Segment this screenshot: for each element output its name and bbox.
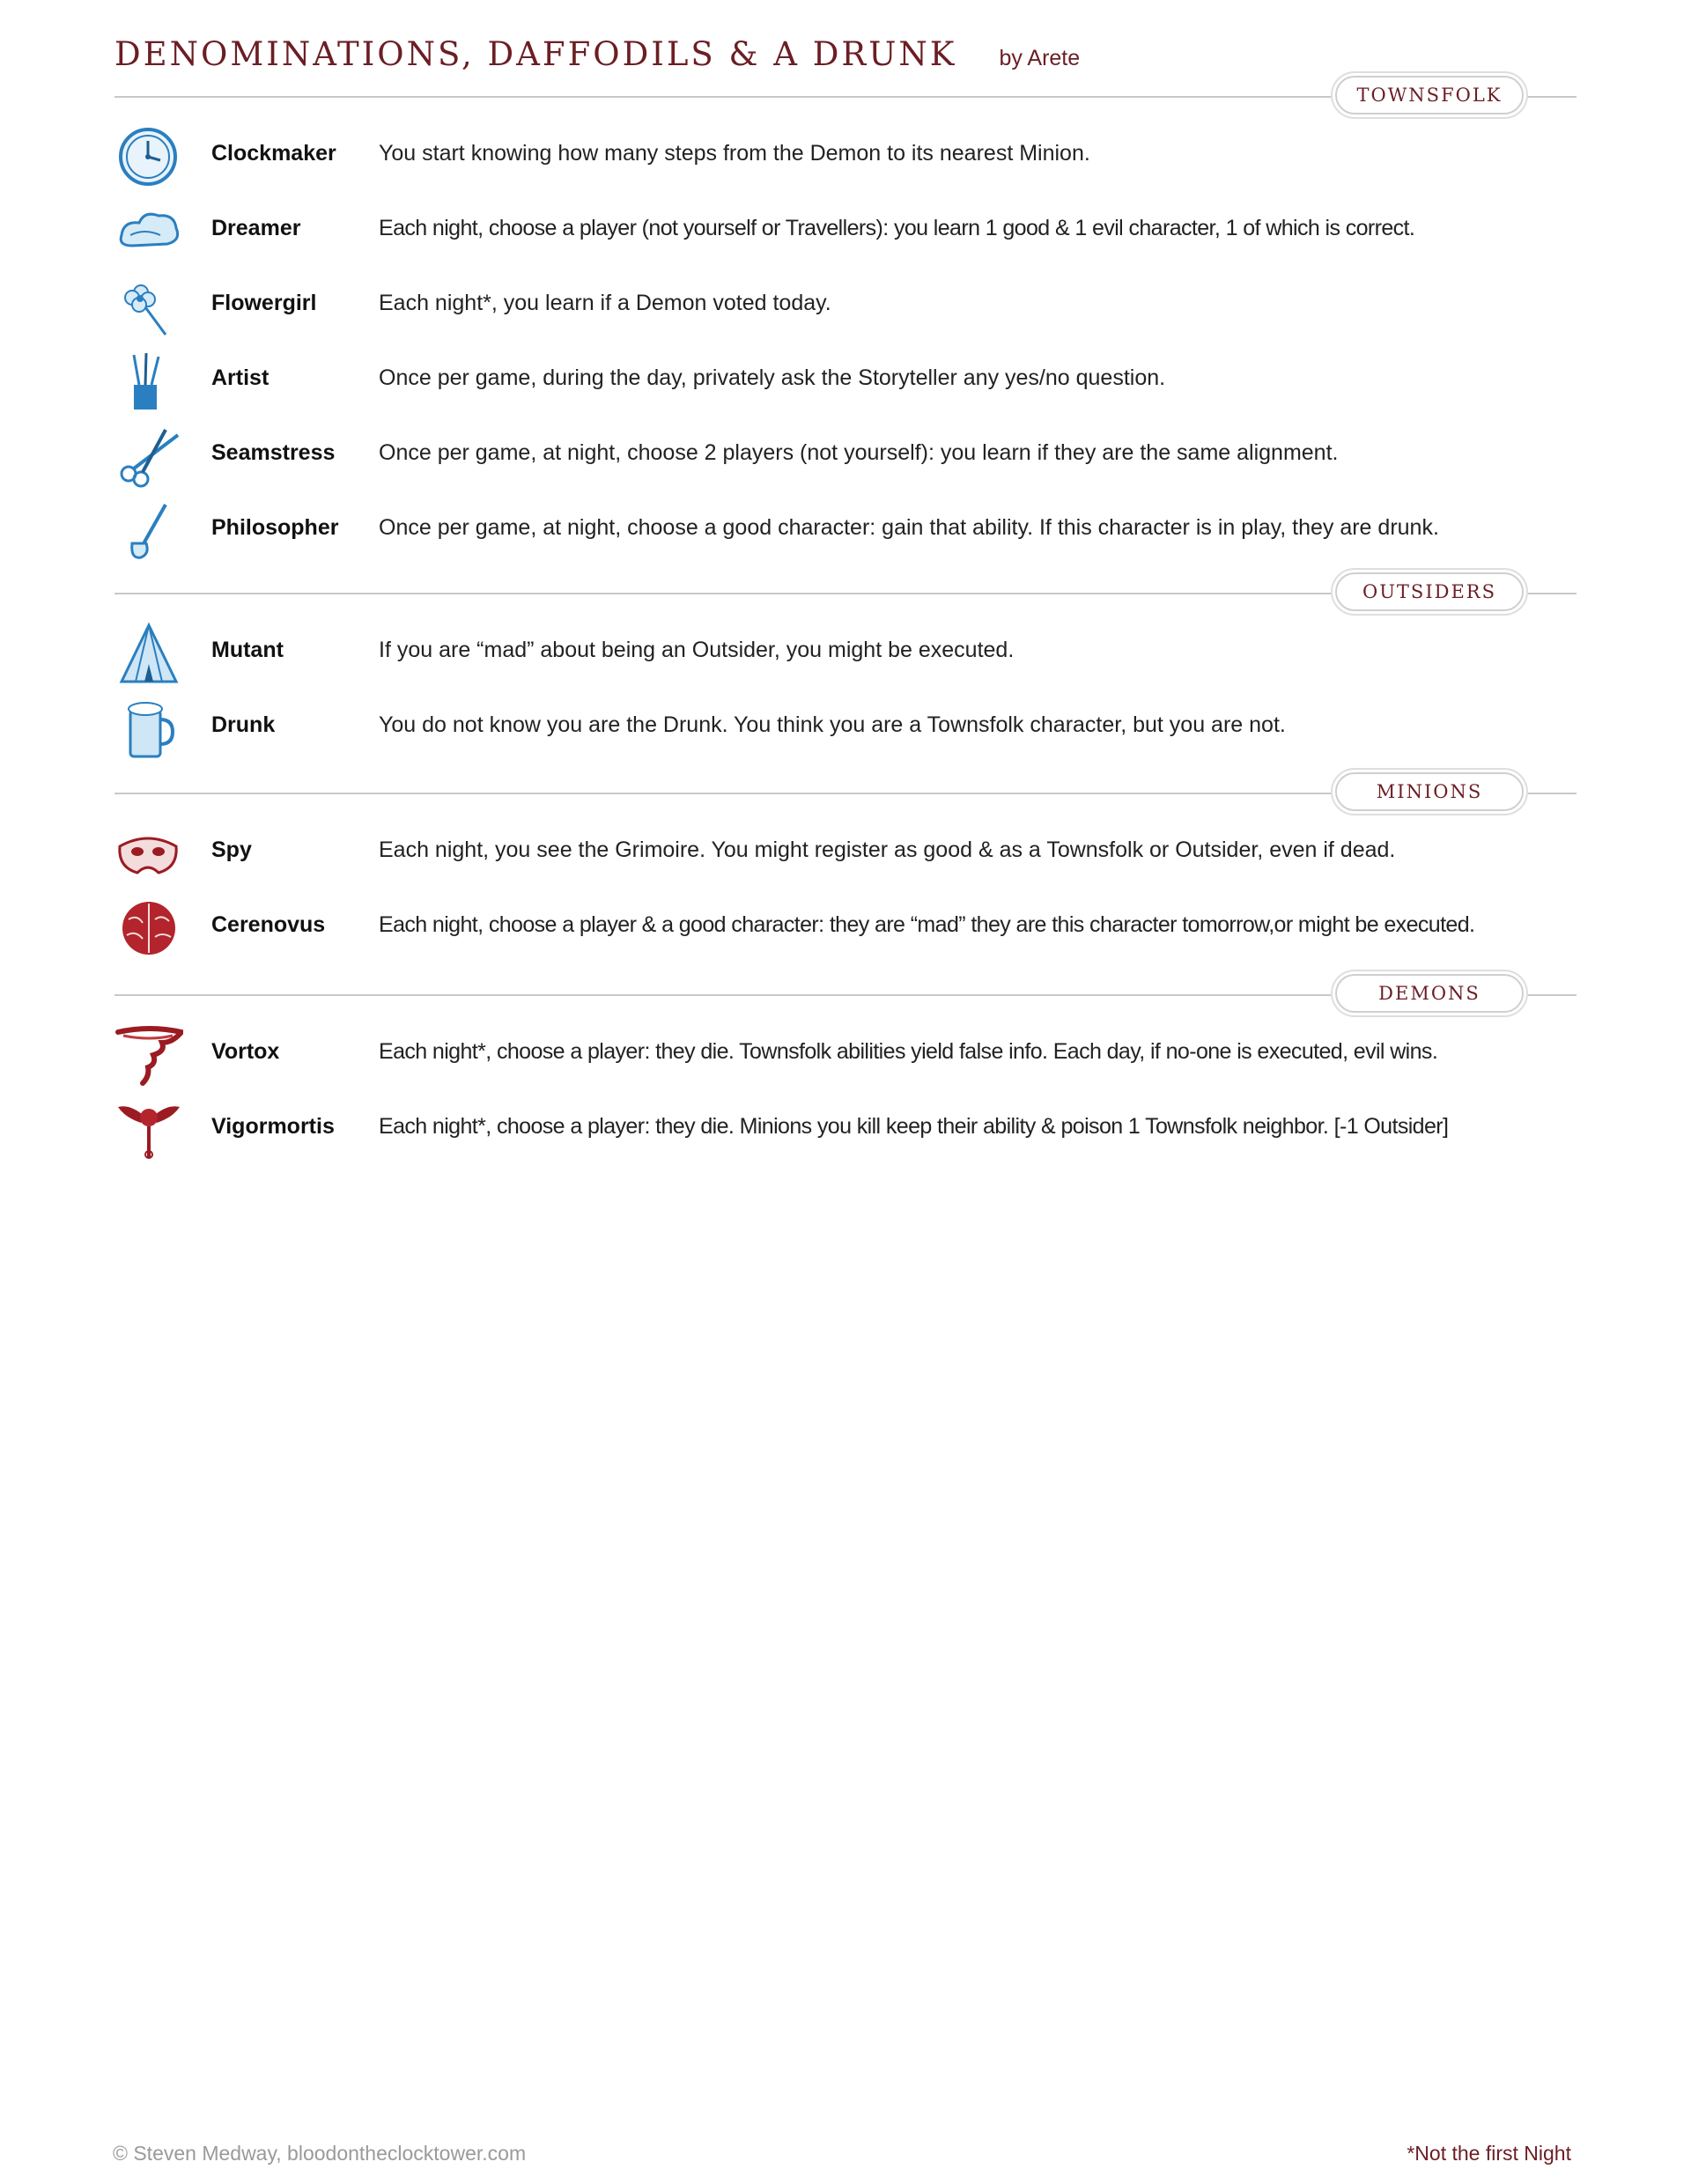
first-night-note: *Not the first Night <box>1407 2142 1571 2165</box>
character-row-dreamer <box>114 195 1577 269</box>
tankard-icon <box>114 697 183 760</box>
character-name: Dreamer <box>211 216 301 240</box>
character-row-vigormortis <box>114 1093 1577 1167</box>
character-ability: Once per game, during the day, privately ask the Storyteller any yes/no question. <box>379 365 1166 390</box>
character-name: Spy <box>211 837 252 862</box>
character-ability: You do not know you are the Drunk. You think you are a Townsfolk character, but you are not. <box>379 712 1286 737</box>
tornado-icon <box>114 1023 183 1087</box>
character-ability: Each night, choose a player & a good character: they are “mad” they are this character tomorrow,or might be executed. <box>379 912 1475 937</box>
section-divider-townsfolk <box>114 76 1577 116</box>
script-title: DENOMINATIONS, DAFFODILS & A DRUNK <box>114 35 957 73</box>
character-name: Seamstress <box>211 440 336 465</box>
character-name: Cerenovus <box>211 912 326 937</box>
section-label-outsiders: OUTSIDERS <box>1335 572 1524 611</box>
character-row-flowergirl <box>114 269 1577 343</box>
section-label-minions: MINIONS <box>1335 772 1524 811</box>
section-divider-minions <box>114 772 1577 813</box>
scissors-icon <box>114 424 183 488</box>
character-name: Philosopher <box>211 515 339 540</box>
character-row-spy <box>114 816 1577 890</box>
brushes-icon <box>114 350 183 413</box>
copyright-text: © Steven Medway, bloodontheclocktower.com <box>113 2142 527 2165</box>
character-name: Vigormortis <box>211 1114 335 1139</box>
flower-icon <box>114 275 183 338</box>
pipe-icon <box>114 499 183 563</box>
character-ability: Each night*, you learn if a Demon voted today. <box>379 291 831 315</box>
character-name: Flowergirl <box>211 291 317 315</box>
character-row-seamstress <box>114 419 1577 493</box>
character-row-artist <box>114 344 1577 418</box>
character-row-philosopher <box>114 494 1577 568</box>
character-name: Vortox <box>211 1039 280 1064</box>
script-header <box>114 35 1080 79</box>
section-divider-outsiders <box>114 572 1577 613</box>
section-divider-demons <box>114 974 1577 1015</box>
character-ability: Once per game, at night, choose a good character: gain that ability. If this character is in play, they are drunk. <box>379 515 1439 540</box>
character-name: Artist <box>211 365 270 390</box>
brain-icon <box>114 896 183 960</box>
section-label-demons: DEMONS <box>1335 974 1524 1013</box>
section-label-townsfolk: TOWNSFOLK <box>1335 76 1524 114</box>
character-ability: Once per game, at night, choose 2 players (not yourself): you learn if they are the same alignment. <box>379 440 1339 465</box>
clock-icon <box>114 125 183 188</box>
mask-icon <box>114 822 183 885</box>
character-name: Clockmaker <box>211 141 336 166</box>
script-author: by Arete <box>999 46 1081 70</box>
cloud-icon <box>114 200 183 263</box>
character-row-clockmaker <box>114 120 1577 194</box>
character-name: Mutant <box>211 638 284 662</box>
character-row-vortox <box>114 1018 1577 1092</box>
character-ability: If you are “mad” about being an Outsider, you might be executed. <box>379 638 1015 662</box>
character-row-cerenovus <box>114 891 1577 965</box>
character-ability: Each night, you see the Grimoire. You might register as good & as a Townsfolk or Outsider, even if dead. <box>379 837 1396 862</box>
winged-skull-icon <box>114 1098 183 1162</box>
tent-icon <box>114 622 183 685</box>
character-row-drunk <box>114 691 1577 765</box>
character-row-mutant <box>114 616 1577 690</box>
character-ability: You start knowing how many steps from the Demon to its nearest Minion. <box>379 141 1090 166</box>
character-ability: Each night, choose a player (not yourself or Travellers): you learn 1 good & 1 evil character, 1 of which is correct. <box>379 216 1415 240</box>
character-ability: Each night*, choose a player: they die. Minions you kill keep their ability & poison 1 Townsfolk neighbor. [-1 Outsider] <box>379 1114 1449 1139</box>
character-ability: Each night*, choose a player: they die. Townsfolk abilities yield false info. Each day, if no-one is executed, evil wins. <box>379 1039 1438 1064</box>
character-name: Drunk <box>211 712 276 737</box>
